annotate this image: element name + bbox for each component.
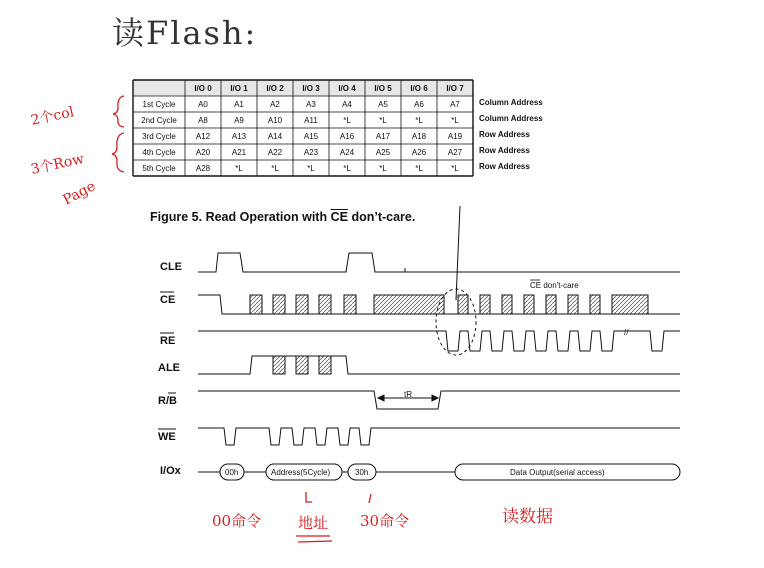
table-cell: A17 xyxy=(375,132,391,141)
table-cell: A8 xyxy=(198,116,208,125)
table-cell: A24 xyxy=(339,148,355,157)
signal-label-re: RE xyxy=(160,335,176,347)
ce-dont-care-label: CE don't-care xyxy=(530,281,579,290)
ce-dont-care-block xyxy=(458,295,468,314)
table-cell: A25 xyxy=(375,148,391,157)
ce-dont-care-block xyxy=(612,295,648,314)
left-brackets xyxy=(112,96,124,172)
ce-dont-care-block xyxy=(524,295,534,314)
signal-label-we: WE xyxy=(158,431,176,443)
table-cell: A1 xyxy=(234,100,244,109)
io-label-data: Data Output(serial access) xyxy=(510,468,605,477)
table-cell: A13 xyxy=(231,132,247,141)
table-address-note: Row Address xyxy=(479,162,530,171)
re-waveform xyxy=(198,331,680,351)
table-cycle-cell: 3rd Cycle xyxy=(142,132,176,141)
rb-waveform xyxy=(198,391,680,409)
table-cell: A28 xyxy=(195,164,211,173)
ce-waveform xyxy=(198,295,680,314)
table-cell: *L xyxy=(343,164,351,173)
table-cell: *L xyxy=(379,116,387,125)
table-cycle-cell: 4th Cycle xyxy=(142,148,176,157)
table-header-cell: I/O 5 xyxy=(374,84,392,93)
table-header-cell: I/O 4 xyxy=(338,84,356,93)
table-address-note: Row Address xyxy=(479,130,530,139)
ce-dont-care-block xyxy=(273,295,285,314)
table-address-note: Column Address xyxy=(479,114,543,123)
annotation-row: 3个Row xyxy=(29,151,86,178)
ce-dont-care-block xyxy=(546,295,556,314)
table-cycle-cell: 1st Cycle xyxy=(142,100,176,109)
table-cell: A20 xyxy=(195,148,211,157)
signal-label-io: I/Ox xyxy=(160,465,181,477)
table-cell: *L xyxy=(415,164,423,173)
table-cell: *L xyxy=(379,164,387,173)
ce-dont-care-block xyxy=(296,295,308,314)
table-cell: *L xyxy=(415,116,423,125)
figure-title-prefix: Figure 5. Read Operation with xyxy=(150,210,331,224)
ce-dont-care-block xyxy=(480,295,490,314)
re-break-mark: // xyxy=(624,328,629,337)
table-cell: A21 xyxy=(231,148,247,157)
signal-label-cle: CLE xyxy=(160,261,182,273)
ce-dont-care-block xyxy=(568,295,578,314)
we-waveform xyxy=(198,428,680,445)
table-header-cell: I/O 3 xyxy=(302,84,320,93)
table-cell: *L xyxy=(235,164,243,173)
ale-dont-care-block xyxy=(273,356,285,374)
table-header-cell: I/O 1 xyxy=(230,84,248,93)
tr-label: tR xyxy=(404,390,412,399)
ce-dont-care-block xyxy=(250,295,262,314)
ce-dont-care-block xyxy=(319,295,331,314)
annotation-read-data: 读数据 xyxy=(502,507,553,527)
table-cell: *L xyxy=(451,116,459,125)
table-cell: A6 xyxy=(414,100,424,109)
figure-title-ce: $\overline{CE}$ xyxy=(330,210,348,224)
ce-dont-care-block xyxy=(344,295,356,314)
ale-waveform xyxy=(198,356,680,374)
page-heading: 读Flash: xyxy=(112,14,258,52)
table-cycle-cell: 5th Cycle xyxy=(142,164,176,173)
table-cell: A27 xyxy=(447,148,463,157)
table-cell: A2 xyxy=(270,100,280,109)
table-cell: A23 xyxy=(303,148,319,157)
io-label-address: Address(5Cycle) xyxy=(271,468,331,477)
signal-label-ale: ALE xyxy=(158,362,180,374)
table-cell: A12 xyxy=(195,132,211,141)
table-cell: *L xyxy=(307,164,315,173)
table-cell: A10 xyxy=(267,116,283,125)
annotation-00-command: 00命令 xyxy=(212,512,262,530)
io-label-30h: 30h xyxy=(355,468,369,477)
table-cell: A3 xyxy=(306,100,316,109)
signal-label-ce: CE xyxy=(160,294,176,306)
table-cell: A0 xyxy=(198,100,208,109)
table-header-cell: I/O 6 xyxy=(410,84,428,93)
table-header-cell: I/O 0 xyxy=(194,84,212,93)
table-cell: A5 xyxy=(378,100,388,109)
ale-dont-care-block xyxy=(296,356,308,374)
table-cell: *L xyxy=(271,164,279,173)
table-cell: A14 xyxy=(267,132,283,141)
cle-waveform xyxy=(198,253,680,272)
table-cell: A16 xyxy=(339,132,355,141)
io-label-00h: 00h xyxy=(225,468,239,477)
table-header-cell: I/O 2 xyxy=(266,84,284,93)
table-cycle-cell: 2nd Cycle xyxy=(141,116,177,125)
ce-dont-care-block xyxy=(590,295,600,314)
table-cell: A7 xyxy=(450,100,460,109)
annotation-30-command: 30命令 xyxy=(360,512,410,530)
handwritten-vertical-line xyxy=(456,206,460,300)
figure-title-suffix: don’t-care. xyxy=(347,210,416,224)
annotation-col: 2个col xyxy=(29,104,76,129)
annotation-page: Page xyxy=(60,178,99,209)
table-cell: A15 xyxy=(303,132,319,141)
signal-label-rb: R/B xyxy=(158,395,177,407)
table-address-note: Row Address xyxy=(479,146,530,155)
table-cell: A11 xyxy=(304,116,318,125)
table-address-note: Column Address xyxy=(479,98,543,107)
annotation-address: 地址 xyxy=(298,514,329,532)
table-cell: A9 xyxy=(234,116,244,125)
ce-dont-care-block xyxy=(502,295,512,314)
ale-dont-care-block xyxy=(319,356,331,374)
table-cell: A19 xyxy=(447,132,463,141)
table-cell: *L xyxy=(451,164,459,173)
ce-dont-care-block xyxy=(374,295,444,314)
table-cell: A26 xyxy=(411,148,427,157)
table-cell: A4 xyxy=(342,100,352,109)
table-cell: *L xyxy=(343,116,351,125)
table-cell: A22 xyxy=(267,148,283,157)
table-cell: A18 xyxy=(411,132,427,141)
table-header-cell: I/O 7 xyxy=(446,84,464,93)
